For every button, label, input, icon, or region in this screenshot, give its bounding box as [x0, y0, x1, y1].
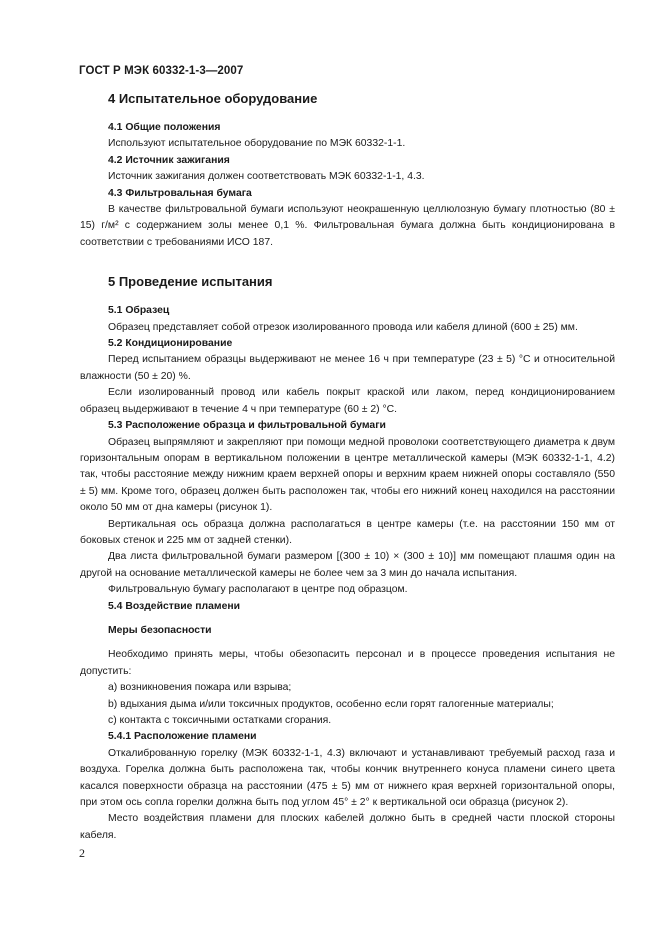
- running-header: ГОСТ Р МЭК 60332-1-3—2007: [79, 65, 244, 77]
- section-5-3-paragraph-1: Образец выпрямляют и закрепляют при помощи медной проволоки соответствующего диаметра к двум горизонтальным опорам в вертикальном положении в центре металлической камеры (МЭК 60332-1-1, 4.2) так, чтобы расстояние между нижним краем верхней опоры и верхним краем нижней опоры составляло (550 ± 5) мм. Кроме того, образец должен быть расположен так, чтобы его нижний конец находился на расстоянии около 50 мм от дна камеры (рисунок 1).: [80, 436, 615, 514]
- section-5-title: 5 Проведение испытания: [108, 274, 273, 290]
- page-number: 2: [79, 846, 85, 860]
- section-5-1-text: Образец представляет собой отрезок изолированного провода или кабеля длиной (600 ± 25) мм.: [108, 321, 578, 333]
- section-4-1-title: 4.1 Общие положения: [108, 122, 221, 133]
- section-4-3-text: В качестве фильтровальной бумаги используют неокрашенную целлюлозную бумагу плотностью (80 ± 15) г/м² с содержанием золы менее 0,1 %. Фильтровальная бумага должна быть кондиционирована в соответствии с требованиями ИСО 187.: [80, 204, 615, 248]
- document-body: [80, 90, 615, 844]
- section-5-3-paragraph-4: Фильтровальную бумагу располагают в центре под образцом.: [108, 584, 408, 596]
- section-5-2-title: 5.2 Кондиционирование: [108, 338, 233, 350]
- safety-item-c: с) контакта с токсичными остатками сгорания.: [108, 715, 332, 726]
- safety-item-b: b) вдыхания дыма и/или токсичных продуктов, особенно если горят галогенные материалы;: [108, 698, 554, 710]
- section-5-4-1-paragraph-1: Откалиброванную горелку (МЭК 60332-1-1, 4.3) включают и устанавливают требуемый расход газа и воздуха. Горелка должна быть расположена так, чтобы кончик внутреннего конуса пламени синего цвета касался поверхности образца на расстоянии (475 ± 5) мм от нижнего края верхней горизонтальной опоры, при этом ось сопла горелки должна быть под углом 45° ± 2° к вертикальной оси образца (рисунок 2).: [80, 747, 615, 809]
- section-5-2-paragraph-2: Если изолированный провод или кабель покрыт краской или лаком, перед кондиционированием образец выдерживают в течение 4 ч при температуре (60 ± 2) °С.: [80, 387, 615, 415]
- section-5-2-paragraph-1: Перед испытанием образцы выдерживают не менее 16 ч при температуре (23 ± 5) °С и относительной влажности (50 ± 20) %.: [80, 354, 615, 382]
- section-5-3-paragraph-3: Два листа фильтровальной бумаги размером [(300 ± 10) × (300 ± 10)] мм помещают плашмя один на другой на основание металлической камеры не более чем за 3 мин до начала испытания.: [80, 551, 615, 579]
- safety-title: Меры безопасности: [108, 624, 212, 636]
- section-5-3-paragraph-2: Вертикальная ось образца должна располагаться в центре камеры (т.е. на расстоянии 150 мм от боковых стенок и 225 мм от задней стенки).: [80, 518, 615, 546]
- safety-item-a: а) возникновения пожара или взрыва;: [108, 682, 292, 694]
- section-4-title: 4 Испытательное оборудование: [108, 91, 318, 106]
- section-5-4-title: 5.4 Воздействие пламени: [108, 600, 241, 612]
- section-5-1-title: 5.1 Образец: [108, 305, 170, 317]
- section-5-4-1-title: 5.4.1 Расположение пламени: [108, 731, 257, 743]
- section-4-2-title: 4.2 Источник зажигания: [108, 154, 230, 166]
- section-5-4-1-paragraph-2: Место воздействия пламени для плоских кабелей должно быть в средней части плоской стороны кабеля.: [80, 813, 615, 841]
- section-4-3-title: 4.3 Фильтровальная бумага: [108, 187, 252, 199]
- section-4-2-text: Источник зажигания должен соответствовать МЭК 60332-1-1, 4.3.: [108, 171, 425, 183]
- section-5-3-title: 5.3 Расположение образца и фильтровальной бумаги: [108, 420, 386, 432]
- section-4-1-text: Используют испытательное оборудование по МЭК 60332-1-1.: [108, 138, 406, 150]
- safety-intro: Необходимо принять меры, чтобы обезопасить персонал и в процессе проведения испытания не допустить:: [80, 649, 615, 677]
